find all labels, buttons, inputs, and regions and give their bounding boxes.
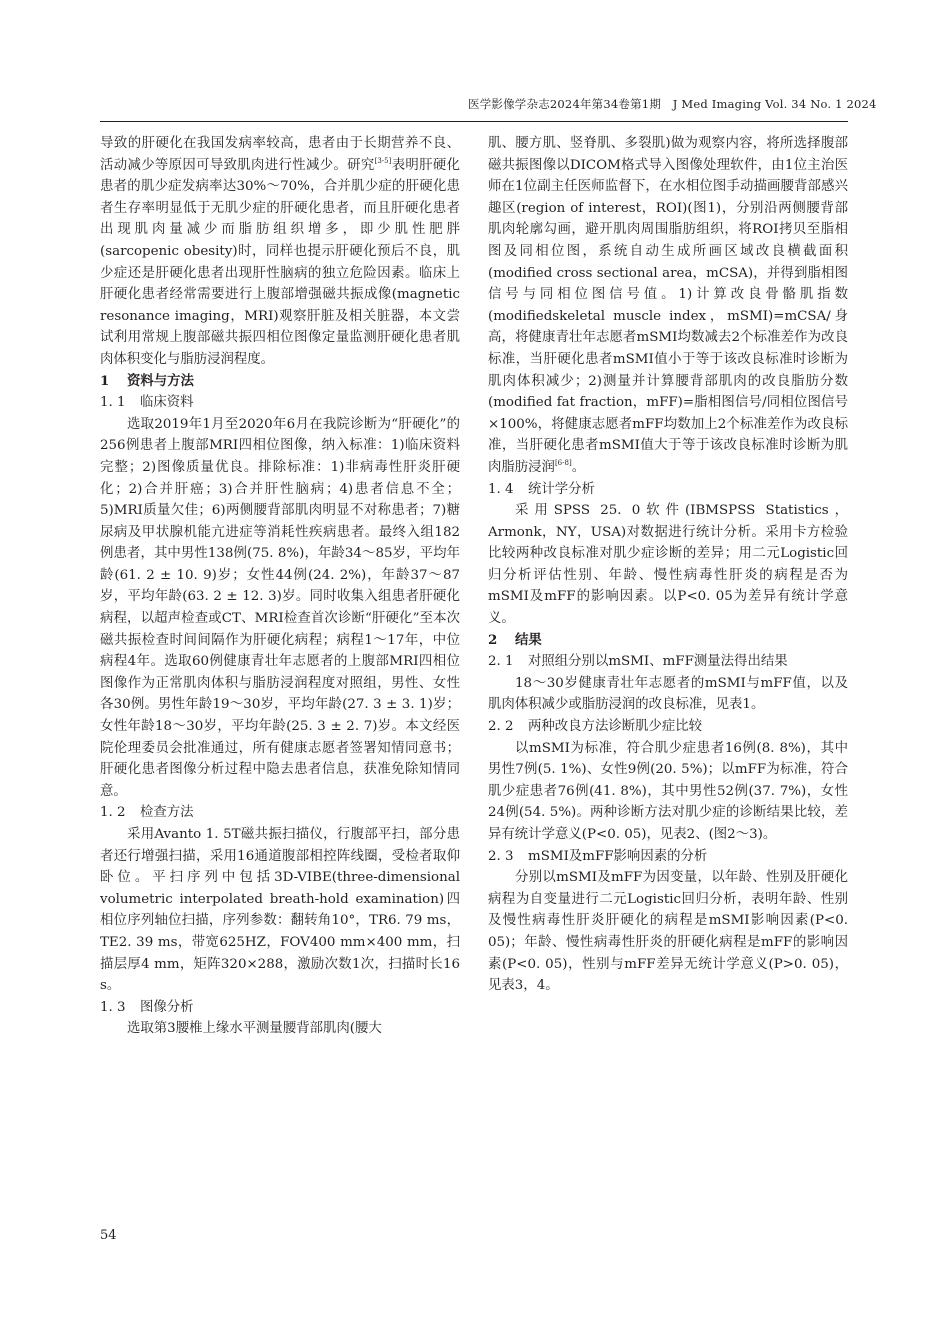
- section-1-2-heading: 1. 2 检查方法: [100, 805, 194, 821]
- header-rule: [100, 121, 848, 122]
- statistics-paragraph: 采用SPSS 25. 0软件(IBMSPSS Statistics，Armonk，NY，USA)对数据进行统计分析。采用卡方检验比较两种改良标准对肌少症诊断的差异；用二元Logistic回归分析评估性别、年龄、慢性病毒性肝炎的病程是否为mSMI及mFF的影响因素。以P<0. 05为差异有统计学意义。: [488, 503, 848, 627]
- section-2-3-heading: 2. 3 mSMI及mFF影响因素的分析: [488, 848, 708, 864]
- section-2-2-heading: 2. 2 两种改良方法诊断肌少症比较: [488, 719, 703, 735]
- image-analysis-text: 肌、腰方肌、竖脊肌、多裂肌)做为观察内容，将所选择腹部磁共振图像以DICOM格式导入图像处理软件，由1位主治医师在1位副主任医师监督下，在水相位图手动描画腰背部感兴趣区(region of interest，ROI)(图1)，分别沿两侧腰背部肌肉轮廓勾画，避开肌肉周围脂肪组织，将ROI拷贝至脂相图及同相位图，系统自动生成所画区域改良横截面积(modified cross sectional area，mCSA)，并得到脂相图信号与同相位图信号值。1)计算改良骨骼肌指数(modifiedskeletal muscle index，mSMI)=mCSA/身高，将健康青壮年志愿者mSMI均数减去2个标准差作为改良标准，当肝硬化患者mSMI值小于等于该改良标准时诊断为肌肉体积减少；2)测量并计算腰背部肌肉的改良脂肪分数(modified fat fraction，mFF)=脂相图信号/同相位图信号×100%，将健康志愿者mFF均数加上2个标准差作为改良标准，当肝硬化患者mSMI值大于等于该改良标准时诊断为肌肉脂肪浸润: [488, 136, 848, 475]
- right-column: [488, 133, 848, 997]
- section-1-4-heading: 1. 4 统计学分析: [488, 481, 595, 497]
- result-1-paragraph: 18～30岁健康青壮年志愿者的mSMI与mFF值，以及肌肉体积减少或脂肪浸润的改良标准，见表1。: [488, 675, 848, 713]
- section-1-3-heading: 1. 3 图像分析: [100, 999, 194, 1015]
- clinical-data-paragraph: 选取2019年1月至2020年6月在我院诊断为“肝硬化”的256例患者上腹部MRI四相位图像，纳入标准：1)临床资料完整；2)图像质量优良。排除标准：1)非病毒性肝炎肝硬化；2)合并肝癌；3)合并肝性脑病；4)患者信息不全；5)MRI质量欠佳；6)两侧腰背部肌肉明显不对称患者；7)糖尿病及甲状腺机能亢进症等消耗性疾病患者。最终入组182例患者，其中男性138例(75. 8%)，年龄34～85岁，平均年龄(61. 2 ± 10. 9)岁；女性44例(24. 2%)，年龄37～87岁，平均年龄(63. 2 ± 12. 3)岁。同时收集入组患者肝硬化病程，以超声检查或CT、MRI检查首次诊断“肝硬化”至本次磁共振检查时间间隔作为肝硬化病程；病程1～17年，中位病程4年。选取60例健康青壮年志愿者的上腹部MRI四相位图像作为正常肌肉体积与脂肪浸润程度对照组，男性、女性各30例。男性年龄19～30岁，平均年龄(27. 3 ± 3. 1)岁；女性年龄18～30岁，平均年龄(25. 3 ± 2. 7)岁。本文经医院伦理委员会批准通过，所有健康志愿者签署知情同意书；肝硬化患者图像分析过程中隐去患者信息，获准免除知情同意。: [100, 416, 460, 799]
- section-1-1-heading: 1. 1 临床资料: [100, 395, 194, 411]
- running-header: 医学影像学杂志2024年第34卷第1期 J Med Imaging Vol. 34 No. 1 2024: [468, 97, 877, 111]
- image-analysis-paragraph-start: 选取第3腰椎上缘水平测量腰背部肌肉(腰大: [127, 1021, 382, 1037]
- intro-text-a: 导致的肝硬化在我国发病率较高，患者由于长期营养不良、活动减少等原因可导致肌肉进行性减少。研究: [100, 136, 460, 173]
- section-1-heading: 1 资料与方法: [100, 372, 194, 389]
- citation-6-8: [6-8]: [554, 458, 572, 467]
- page-number: 54: [100, 1228, 117, 1243]
- result-3-paragraph: 分别以mSMI及mFF为因变量，以年龄、性别及肝硬化病程为自变量进行二元Logistic回归分析，表明年龄、性别及慢性病毒性肝炎肝硬化的病程是mSMI影响因素(P<0. 05)；年龄、慢性病毒性肝炎的肝硬化病程是mFF的影响因素(P<0. 05)，性别与mFF差异无统计学意义(P>0. 05)，见表3，4。: [488, 870, 848, 994]
- image-analysis-paragraph-cont: 肌、腰方肌、竖脊肌、多裂肌)做为观察内容，将所选择腹部磁共振图像以DICOM格式导入图像处理软件，由1位主治医师在1位副主任医师监督下，在水相位图手动描画腰背部感兴趣区(region of interest，ROI)(图1)，分别沿两侧腰背部肌肉轮廓勾画，避开肌肉周围脂肪组织，将ROI拷贝至脂相图及同相位图，系统自动生成所画区域改良横截面积(modified cross sectional area，mCSA)，并得到脂相图信号与同相位图信号值。1)计算改良骨骼肌指数(modifiedskeletal muscle index，mSMI)=mCSA/身高，将健康青壮年志愿者mSMI均数减去2个标准差作为改良标准，当肝硬化患者mSMI值小于等于该改良标准时诊断为肌肉体积减少；2)测量并计算腰背部肌肉的改良脂肪分数(modified fat fraction，mFF)=脂相图信号/同相位图信号×100%，将健康志愿者mFF均数加上2个标准差作为改良标准，当肝硬化患者mSMI值大于等于该改良标准时诊断为肌肉脂肪浸润[6-8]。: [488, 136, 848, 475]
- left-column: [100, 133, 460, 1040]
- result-2-paragraph: 以mSMI为标准，符合肌少症患者16例(8. 8%)，其中男性7例(5. 1%)、女性9例(20. 5%)；以mFF为标准，符合肌少症患者76例(41. 8%)，其中男性52例(37. 7%)，女性24例(54. 5%)。两种诊断方法对肌少症的诊断结果比较，差异有统计学意义(P<0. 05)，见表2、(图2～3)。: [488, 740, 848, 842]
- intro-paragraph: [100, 133, 460, 371]
- section-2-1-heading: 2. 1 对照组分别以mSMI、mFF测量法得出结果: [488, 654, 788, 670]
- exam-method-paragraph: 采用Avanto 1. 5T磁共振扫描仪，行腹部平扫，部分患者还行增强扫描，采用16通道腹部相控阵线圈，受检者取仰卧位。平扫序列中包括3D-VIBE(three-dimensional volumetric interpolated breath-hold examination)四相位序列轴位扫描，序列参数：翻转角10°，TR6. 79 ms，TE2. 39 ms，带宽625HZ，FOV400 mm×400 mm，扫描层厚4 mm，矩阵320×288，激励次数1次，扫描时长16 s。: [100, 827, 460, 994]
- section-2-heading: 2 结果: [488, 631, 542, 648]
- intro-text-b: 表明肝硬化患者的肌少症发病率达30%～70%，合并肌少症的肝硬化患者生存率明显低于无肌少症的肝硬化患者，而且肝硬化患者出现肌肉量减少而脂肪组织增多，即少肌性肥胖(sarcopenic obesity)时，同样也提示肝硬化预后不良，肌少症还是肝硬化患者出现肝性脑病的独立危险因素。临床上肝硬化患者经常需要进行上腹部增强磁共振成像(magnetic resonance imaging，MRI)观察肝脏及相关脏器，本文尝试利用常规上腹部磁共振四相位图像定量监测肝硬化患者肌肉体积变化与脂肪浸润程度。: [100, 157, 461, 367]
- citation-3-5: [3-5]: [374, 156, 392, 165]
